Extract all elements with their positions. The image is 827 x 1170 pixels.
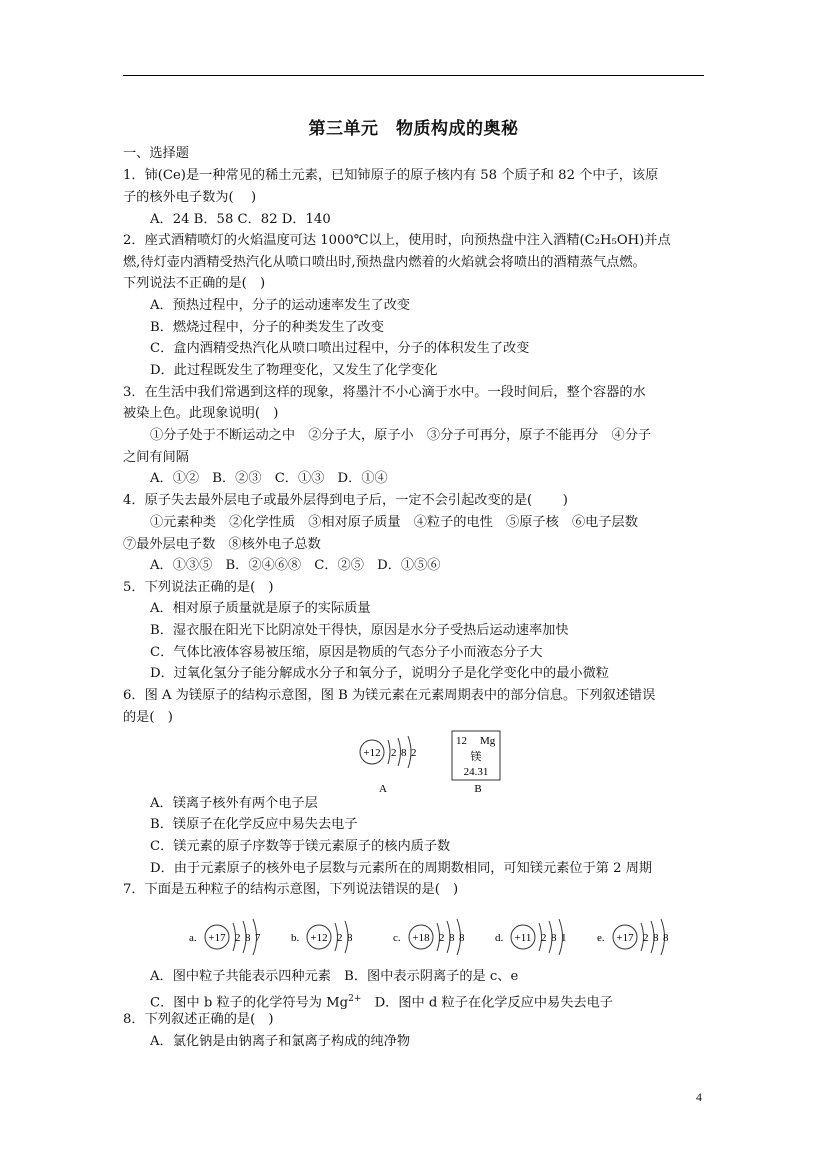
nucleus-charge: +17 bbox=[208, 932, 226, 944]
shell-electrons-1: 2 bbox=[391, 747, 397, 759]
shell-electrons: 8 bbox=[449, 932, 455, 944]
periodic-table-cell bbox=[452, 731, 500, 795]
q1-line2: 子的核外电子数为( ) bbox=[123, 190, 257, 205]
shell-electrons: 8 bbox=[663, 932, 669, 944]
shell-electrons: 2 bbox=[643, 932, 649, 944]
q5-option-c: C．气体比液体容易被压缩，原因是物质的气态分子小而液态分子大 bbox=[150, 645, 543, 660]
q5-line1: 5．下列说法正确的是( ) bbox=[123, 580, 274, 595]
q7-option-d-text: D．图中 d 粒子在化学反应中易失去电子 bbox=[361, 995, 613, 1011]
shell-electrons: 2 bbox=[541, 932, 547, 944]
element-symbol: Mg bbox=[480, 735, 496, 747]
page-title: 第三单元 物质构成的奥秘 bbox=[308, 119, 519, 139]
q2-line1: 2．座式酒精喷灯的火焰温度可达 1000℃以上，使用时，向预热盘中注入酒精(C₂H₅OH)并点 bbox=[123, 233, 671, 248]
q3-line1: 3．在生活中我们常遇到这样的现象，将墨汁不小心滴于水中。一段时间后，整个容器的水 bbox=[123, 385, 646, 400]
nucleus-charge: +18 bbox=[412, 932, 430, 944]
q7-option-c-text: C．图中 b 粒子的化学符号为 Mg bbox=[150, 995, 349, 1011]
figure-a-caption: A bbox=[379, 783, 387, 795]
shell-arc bbox=[388, 740, 390, 764]
q3-line3: ①分子处于不断运动之中 ②分子大，原子小 ③分子可再分，原子不能再分 ④分子 bbox=[150, 428, 652, 443]
q6-option-d: D．由于元素原子的核外电子层数与元素所在的周期数相同，可知镁元素位于第 2 周期 bbox=[150, 861, 653, 876]
q5-option-a: A．相对原子质量就是原子的实际质量 bbox=[150, 601, 371, 616]
q7-line1: 7．下面是五种粒子的结构示意图，下列说法错误的是( ) bbox=[123, 882, 459, 897]
q6-option-b: B．镁原子在化学反应中易失去电子 bbox=[150, 817, 358, 832]
nucleus-charge: +17 bbox=[616, 932, 634, 944]
shell-electrons: 8 bbox=[459, 932, 465, 944]
nucleus-charge: +11 bbox=[514, 932, 532, 944]
q2-option-b: B．燃烧过程中，分子的种类发生了改变 bbox=[150, 320, 384, 335]
section-heading: 一、选择题 bbox=[123, 146, 189, 161]
shell-electrons: 1 bbox=[561, 932, 567, 944]
shell-electrons: 2 bbox=[337, 932, 343, 944]
shell-electrons: 2 bbox=[439, 932, 445, 944]
shell-electrons-2: 8 bbox=[401, 747, 407, 759]
q2-option-c: C．盒内酒精受热汽化从喷口喷出过程中，分子的体积发生了改变 bbox=[150, 341, 530, 356]
q1-line1: 1．铈(Ce)是一种常见的稀土元素，已知铈原子的原子核内有 58 个质子和 82 个中子，该原 bbox=[123, 168, 659, 183]
atomic-mass: 24.31 bbox=[463, 766, 489, 778]
shell-electrons: 2 bbox=[235, 932, 241, 944]
particle-3 bbox=[393, 919, 465, 955]
particle-label: e. bbox=[597, 932, 605, 944]
particle-label: d. bbox=[495, 932, 504, 944]
element-name: 镁 bbox=[470, 751, 482, 763]
q6-option-a: A．镁离子核外有两个电子层 bbox=[150, 796, 318, 811]
particle-label: b. bbox=[291, 932, 300, 944]
q6-line2: 的是( ) bbox=[123, 710, 173, 725]
figure-b-caption: B bbox=[474, 783, 482, 795]
shell-electrons: 8 bbox=[347, 932, 353, 944]
q6-option-c: C．镁元素的原子序数等于镁元素原子的核内质子数 bbox=[150, 839, 451, 854]
particle-1 bbox=[189, 919, 261, 955]
q6-figures bbox=[340, 730, 520, 798]
q7-ion-charge: 2+ bbox=[348, 994, 362, 1004]
q7-particle-diagrams bbox=[185, 910, 675, 960]
q1-options: A．24 B．58 C．82 D．140 bbox=[150, 212, 331, 227]
shell-electrons-3: 2 bbox=[411, 747, 417, 759]
header-rule bbox=[123, 75, 704, 76]
shell-electrons: 8 bbox=[551, 932, 557, 944]
q5-option-b: B．湿衣服在阳光下比阴凉处干得快，原因是水分子受热后运动速率加快 bbox=[150, 623, 569, 638]
shell-electrons: 7 bbox=[255, 932, 261, 944]
particle-label: c. bbox=[393, 932, 401, 944]
q4-line1: 4．原子失去最外层电子或最外层得到电子后，一定不会引起改变的是( ) bbox=[123, 493, 568, 508]
q2-line3: 下列说法不正确的是( ) bbox=[123, 276, 266, 291]
q4-line2: ①元素种类 ②化学性质 ③相对原子质量 ④粒子的电性 ⑤原子核 ⑥电子层数 bbox=[150, 515, 638, 530]
page-number: 4 bbox=[696, 1090, 702, 1104]
shell-electrons: 8 bbox=[245, 932, 251, 944]
particle-2 bbox=[291, 921, 353, 953]
nucleus-charge: +12 bbox=[363, 747, 381, 759]
q3-line2: 被染上色。此现象说明( ) bbox=[123, 406, 279, 421]
q2-option-d: D．此过程既发生了物理变化，又发生了化学变化 bbox=[150, 363, 438, 378]
particle-label: a. bbox=[189, 932, 197, 944]
atomic-number: 12 bbox=[456, 735, 467, 747]
q2-line2: 燃,待灯壶内酒精受热汽化从喷口喷出时,预热盘内燃着的火焰就会将喷出的酒精蒸气点燃。 bbox=[123, 255, 646, 270]
q8-option-a: A．氯化钠是由钠离子和氯离子构成的纯净物 bbox=[150, 1034, 411, 1049]
q8-line1: 8．下列叙述正确的是( ) bbox=[123, 1012, 274, 1027]
q4-line3: ⑦最外层电子数 ⑧核外电子总数 bbox=[123, 537, 321, 552]
q6-line1: 6．图 A 为镁原子的结构示意图，图 B 为镁元素在元素周期表中的部分信息。下列叙述错误 bbox=[123, 688, 656, 703]
mg-atom-diagram bbox=[360, 736, 417, 795]
q5-option-d: D．过氧化氢分子能分解成水分子和氧分子，说明分子是化学变化中的最小微粒 bbox=[150, 666, 609, 681]
particle-4 bbox=[495, 919, 567, 955]
nucleus-charge: +12 bbox=[310, 932, 328, 944]
q7-option-ab: A．图中粒子共能表示四种元素 B．图中表示阴离子的是 c、e bbox=[150, 969, 519, 984]
particle-5 bbox=[597, 919, 669, 955]
shell-electrons: 8 bbox=[653, 932, 659, 944]
q3-line4: 之间有间隔 bbox=[123, 450, 189, 465]
q2-option-a: A．预热过程中，分子的运动速率发生了改变 bbox=[150, 298, 411, 313]
q3-options: A．①② B．②③ C．①③ D．①④ bbox=[150, 471, 388, 486]
q4-options: A．①③⑤ B．②④⑥⑧ C．②⑤ D．①⑤⑥ bbox=[150, 558, 441, 573]
